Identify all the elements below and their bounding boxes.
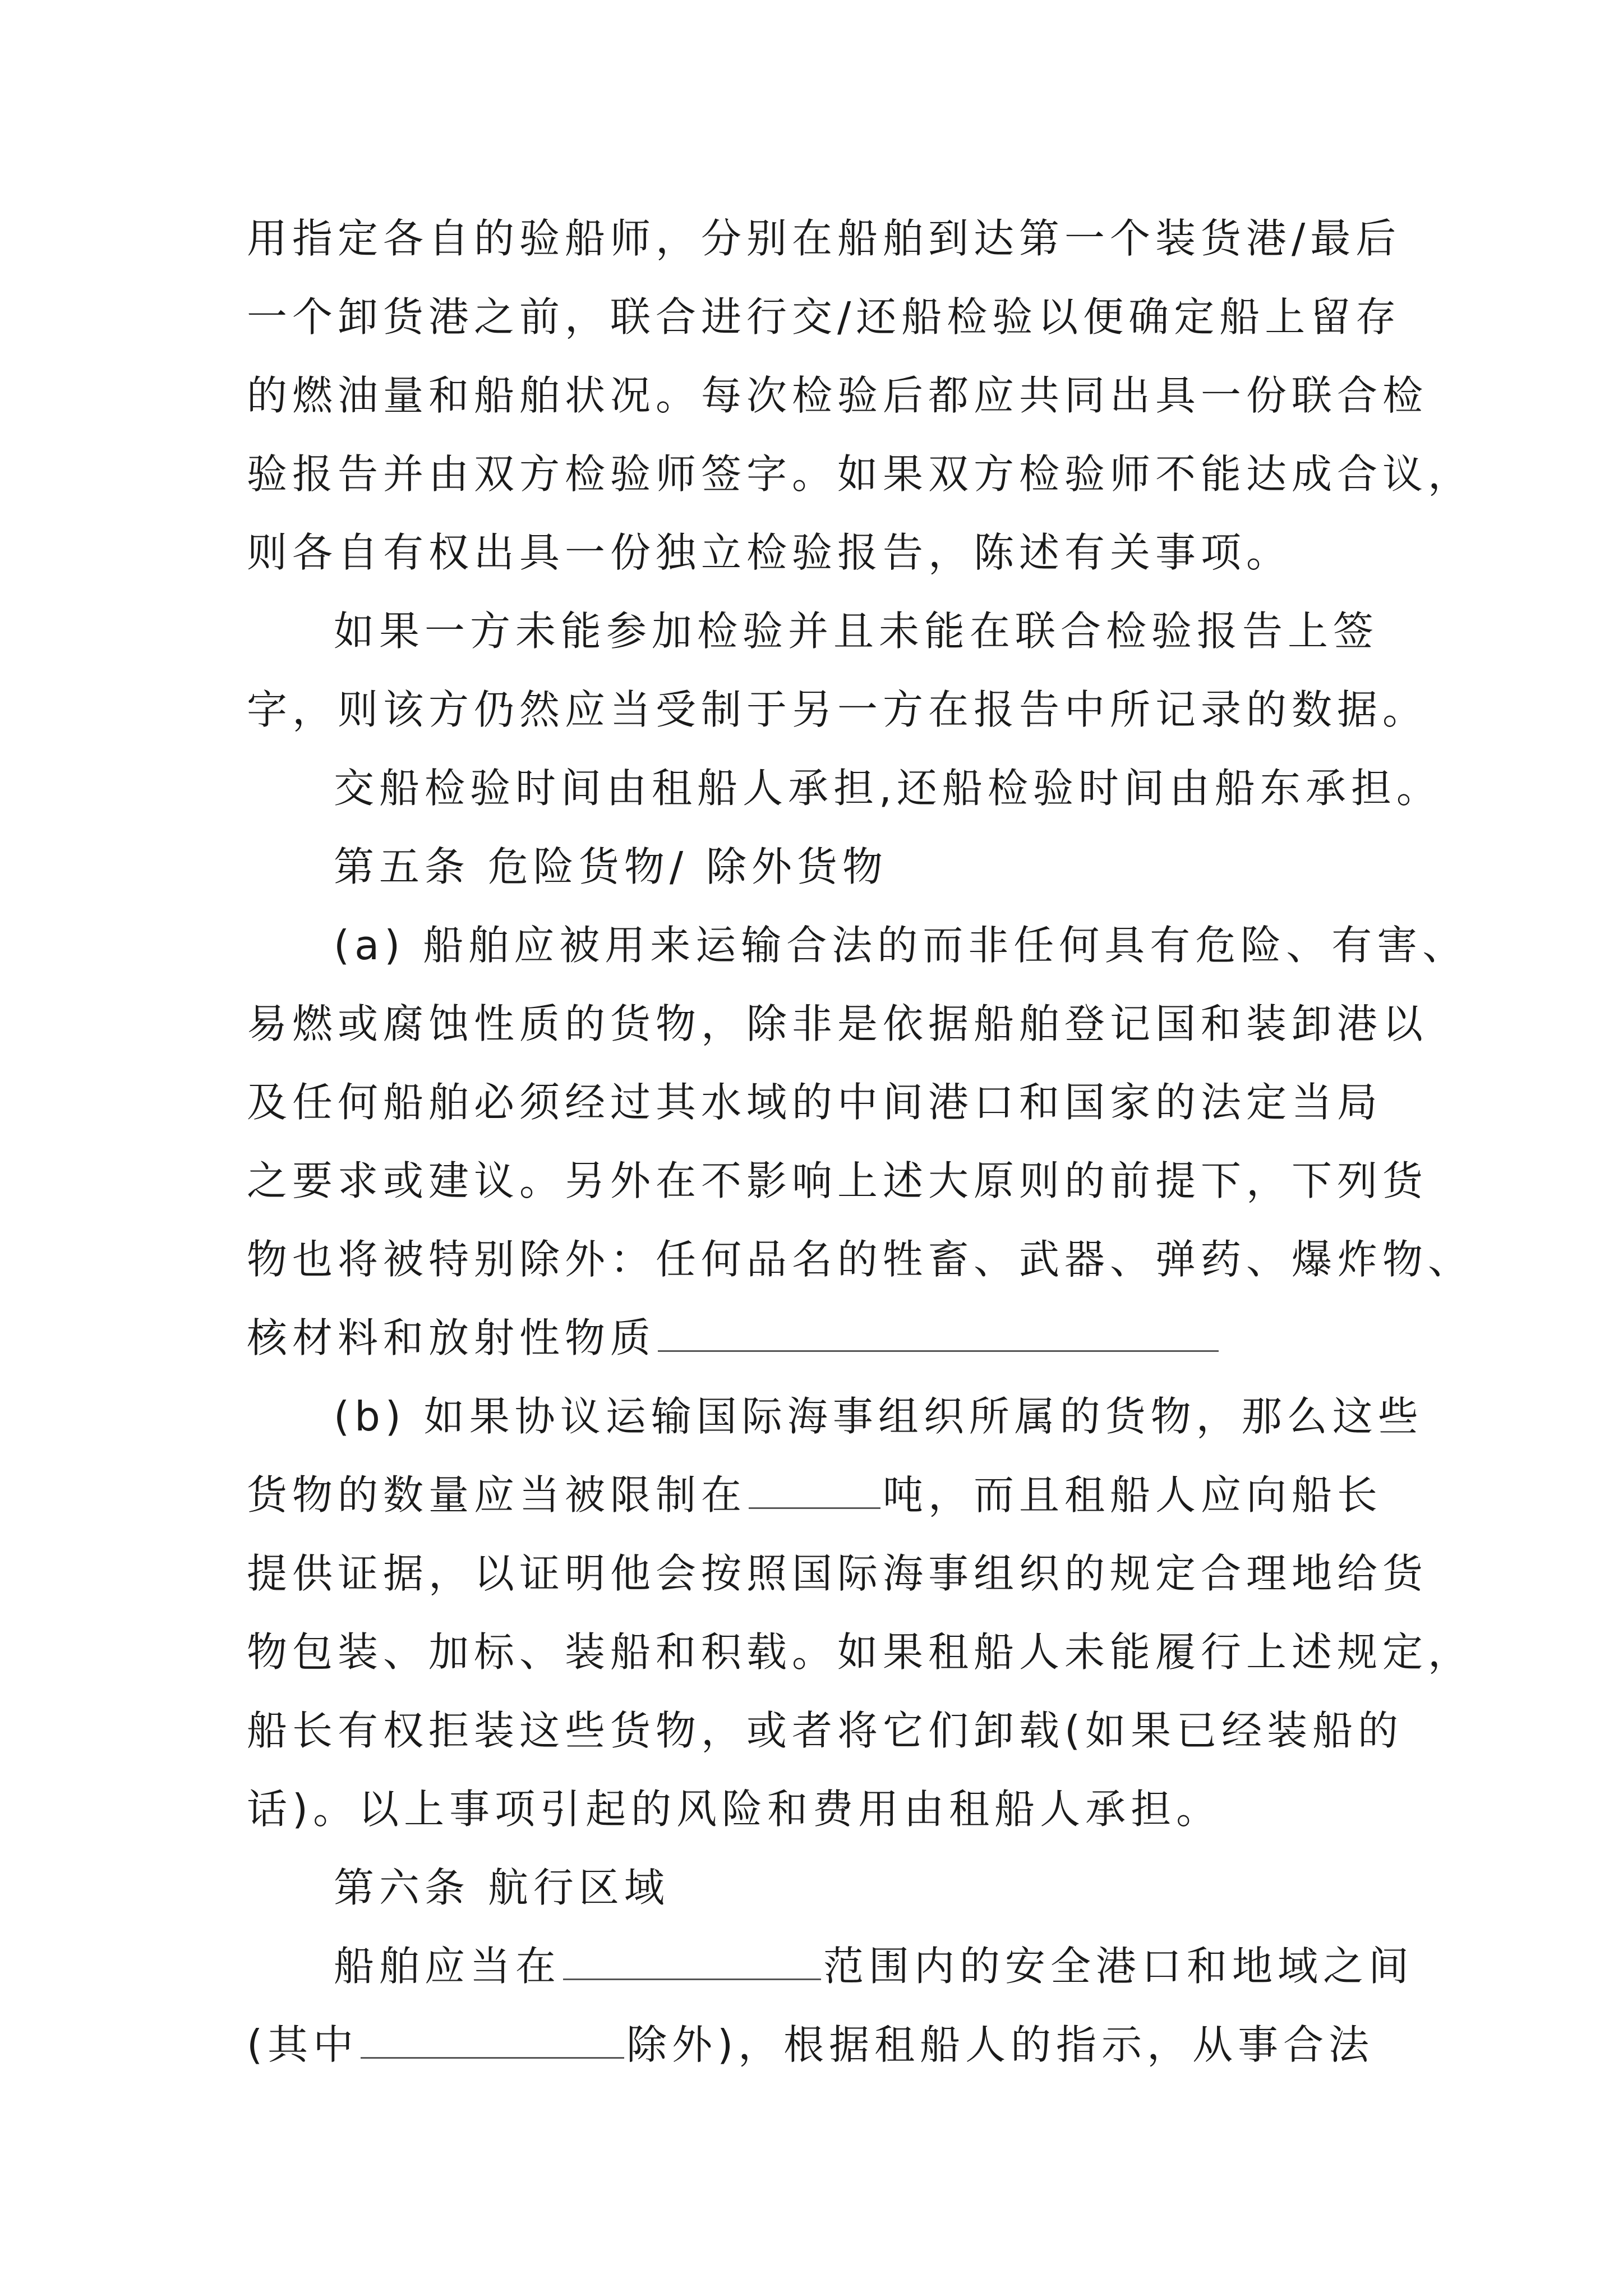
text-span: 话)。以上事项引起的风险和费用由租船人承担。 <box>247 1786 1222 1833</box>
text-span: 字，则该方仍然应当受制于另一方在报告中所记录的数据。 <box>247 686 1428 733</box>
section-heading-text: 第五条 危险货物/ 除外货物 <box>334 843 888 890</box>
text-span: 物也将被特别除外：任何品名的牲畜、武器、弹药、爆炸物、 <box>247 1236 1474 1283</box>
text-line <box>334 909 1468 982</box>
text-span: 范围内的安全港口和地域之间 <box>823 1943 1414 1990</box>
text-span: 易燃或腐蚀性质的货物，除非是依据船舶登记国和装卸港以 <box>247 1000 1428 1047</box>
fill-in-blank <box>658 1311 1219 1352</box>
text-span: 除外)，根据租船人的指示，从事合法 <box>626 2021 1375 2068</box>
text-span: 用指定各自的验船师，分别在船舶到达第一个装货港/最后 <box>247 215 1401 262</box>
text-span: (b) 如果协议运输国际海事组织所属的货物，那么这些 <box>334 1393 1423 1440</box>
text-span: 之要求或建议。另外在不影响上述大原则的前提下，下列货 <box>247 1157 1428 1204</box>
text-line <box>334 595 1399 668</box>
text-line <box>247 1066 1391 1139</box>
text-line <box>247 673 1428 746</box>
text-line <box>247 280 1401 353</box>
text-line <box>247 516 1391 589</box>
text-span: 物包装、加标、装船和积载。如果租船人未能履行上述规定， <box>247 1628 1474 1676</box>
text-span: 货物的数量应当被限制在 <box>247 1471 747 1519</box>
text-span: 验报告并由双方检验师签字。如果双方检验师不能达成合议， <box>247 450 1474 498</box>
text-line <box>247 1301 1391 1374</box>
text-line <box>247 202 1401 275</box>
text-line <box>247 438 1474 510</box>
fill-in-blank <box>749 1468 880 1509</box>
text-span: 吨，而且租船人应向船长 <box>883 1471 1383 1519</box>
text-line <box>334 1380 1423 1453</box>
text-span: 一个卸货港之前，联合进行交/还船检验以便确定船上留存 <box>247 293 1401 341</box>
text-line <box>247 1223 1474 1296</box>
text-span: (其中 <box>247 2021 359 2068</box>
fill-in-blank <box>563 1939 821 1980</box>
text-span: 如果一方未能参加检验并且未能在联合检验报告上签 <box>334 608 1379 655</box>
text-line <box>247 2008 1391 2081</box>
text-span: 的燃油量和船舶状况。每次检验后都应共同出具一份联合检 <box>247 372 1428 419</box>
text-line <box>247 359 1428 432</box>
text-line <box>247 1694 1404 1767</box>
section-heading-text: 第六条 航行区域 <box>334 1864 670 1911</box>
text-line <box>247 1458 1391 1531</box>
fill-in-blank <box>361 2018 624 2059</box>
section-heading <box>334 830 1399 903</box>
text-line <box>247 987 1428 1060</box>
text-span: 船长有权拒装这些货物，或者将它们卸载(如果已经装船的 <box>247 1707 1404 1754</box>
text-line <box>334 752 1442 825</box>
text-span: (a) 船舶应被用来运输合法的而非任何具有危险、有害、 <box>334 922 1468 969</box>
text-span: 及任何船舶必须经过其水域的中间港口和国家的法定当局 <box>247 1079 1383 1126</box>
text-line <box>247 1144 1428 1217</box>
text-span: 则各自有权出具一份独立检验报告，陈述有关事项。 <box>247 529 1292 576</box>
section-heading <box>334 1851 1399 1924</box>
text-span: 核材料和放射性物质 <box>247 1314 656 1361</box>
text-span: 船舶应当在 <box>334 1943 561 1990</box>
text-line <box>247 1773 1391 1846</box>
text-line <box>247 1537 1428 1610</box>
text-line <box>247 1616 1474 1688</box>
text-line <box>334 1930 1414 2003</box>
text-span: 交船检验时间由租船人承担,还船检验时间由船东承担。 <box>334 765 1442 812</box>
text-span: 提供证据，以证明他会按照国际海事组织的规定合理地给货 <box>247 1550 1428 1597</box>
